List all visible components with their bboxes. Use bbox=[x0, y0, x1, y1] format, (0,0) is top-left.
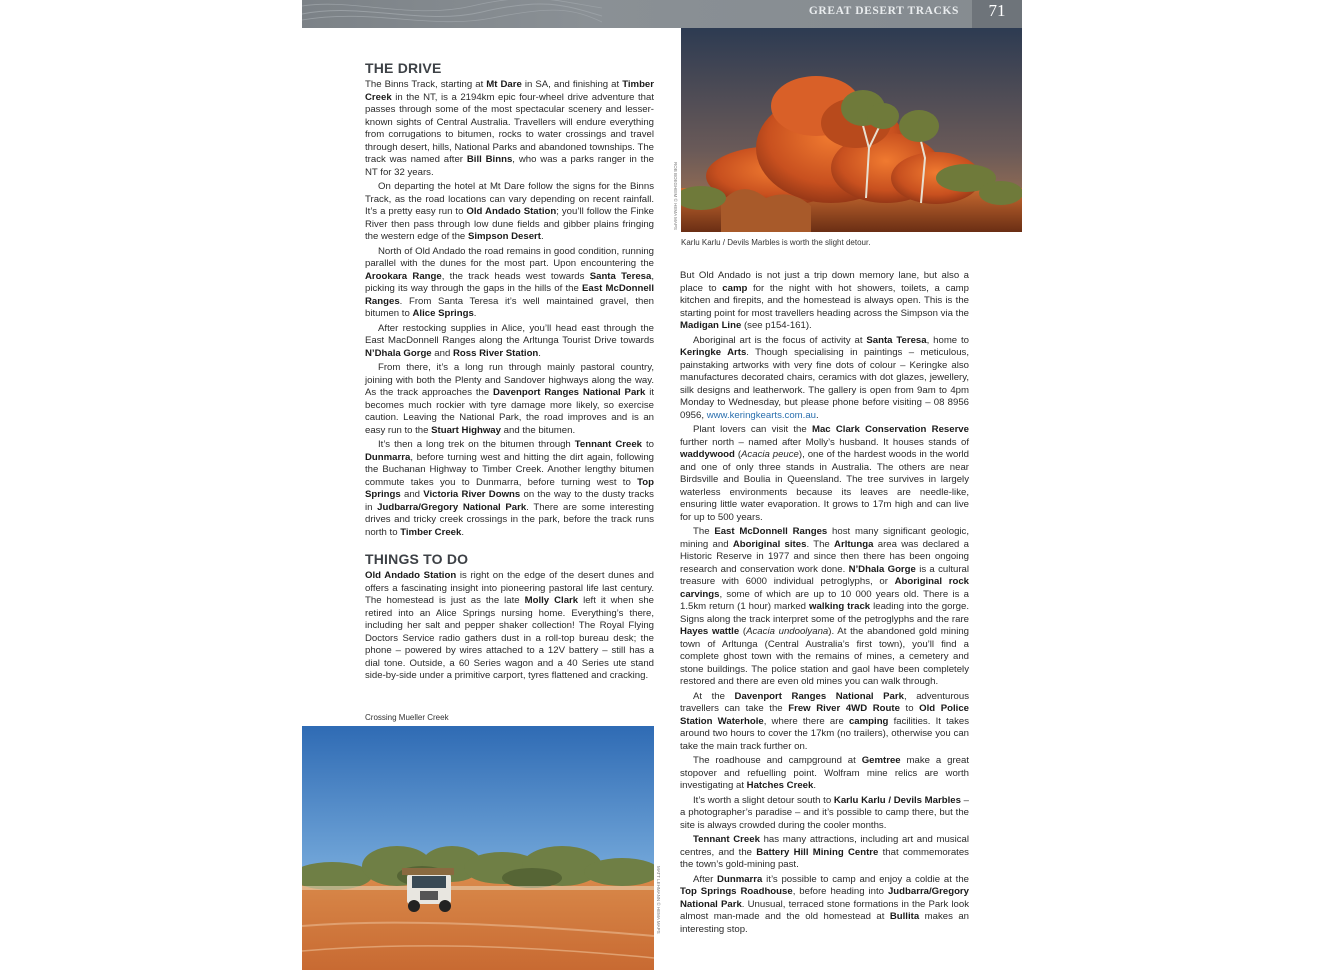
heading-the-drive: THE DRIVE bbox=[365, 60, 442, 76]
drive-paragraph-2: On departing the hotel at Mt Dare follow the signs for the Binns Track, as the road locations can vary depending on recent rainfall. It’s a pretty easy run to Old Andado Station; you’ll follow the Finke River then pass through low dune fields and gibber plains fringing the western edge of the Simpson Desert. bbox=[365, 181, 654, 242]
things-paragraph-1: Old Andado Station is right on the edge of the desert dunes and offers a fascinating insight into pioneering pastoral life last century. The homestead is just as the late Molly Clark left it when she retired into an Alice Springs nursing home. Everything’s there, including her salt and pepper shaker collection! The Royal Flying Doctors Service radio gathers dust in a roll-top bureau desk; the phone – powered by wires attached to a 12V battery – still has a dial tone. Outside, a 60 Series wagon and a 40 Series ute stand side-by-side under a primitive carport, tyres flattened and cracking. bbox=[365, 570, 654, 681]
top-photo-caption: Karlu Karlu / Devils Marbles is worth the slight detour. bbox=[681, 238, 871, 247]
heading-things-to-do: THINGS TO DO bbox=[365, 551, 469, 567]
header-swirl-decoration bbox=[302, 0, 602, 28]
mueller-creek-photo bbox=[302, 726, 654, 970]
drive-paragraph-4: After restocking supplies in Alice, you’ll head east through the East MacDonnell Ranges along the Arltunga Tourist Drive towards N’Dhala Gorge and Ross River Station. bbox=[365, 322, 654, 359]
things-paragraph-9: Tennant Creek has many attractions, including art and musical centres, and the Battery Hill Mining Centre that commemorates the town’s gold-mining past. bbox=[680, 834, 969, 870]
page-number-box bbox=[972, 0, 1022, 28]
things-paragraph-8: It’s worth a slight detour south to Karlu Karlu / Devils Marbles – a photographer’s paradise – and it’s possible to camp there, but the site is always crowded during the cooler months. bbox=[680, 794, 969, 831]
running-head: GREAT DESERT TRACKS bbox=[808, 5, 959, 17]
things-paragraph-10: After Dunmarra it’s possible to camp and enjoy a coldie at the Top Springs Roadhouse, before heading into Judbarra/Gregory National Park. Unusual, terraced stone formations in the Park look almost man-made and the old homestead at Bullita makes an interesting stop. bbox=[680, 873, 969, 935]
drive-paragraph-1: The Binns Track, starting at Mt Dare in SA, and finishing at Timber Creek in the NT, is a 2194km epic four-wheel drive adventure that passes through some of the most spectacular scenery and lesser-known sights of Central Australia. Travellers will endure everything from corrugations to bitumen, rocks to water crossings and travel through desert, hills, National Parks and abandoned townships. The track was named after Bill Binns, who was a parks ranger in the NT for 32 years. bbox=[365, 79, 654, 178]
things-paragraph-2: But Old Andado is not just a trip down memory lane, but also a place to camp for the night with hot showers, toilets, a camp kitchen and firepits, and the homestead is always open. This is the starting point for most travellers heading across the Simpson via the Madigan Line (see p154-161). bbox=[680, 270, 969, 331]
devils-marbles-photo bbox=[681, 28, 1022, 232]
things-paragraph-4: Plant lovers can visit the Mac Clark Conservation Reserve further north – named after Molly’s husband. It houses stands of waddywood (Acacia peuce), one of the hardest woods in the world and one of only three stands in Australia. The others are near Birdsville and Boulia in Queensland. The tree survives in largely waterless environments because its leaves are needle-like, ensuring little water evaporation. It grows to 17m high and can live for up to 500 years. bbox=[680, 424, 969, 523]
left-text-column bbox=[365, 60, 654, 685]
page-number: 71 bbox=[988, 1, 1006, 20]
drive-paragraph-6: It’s then a long trek on the bitumen through Tennant Creek to Dunmarra, before turning west and hitting the dirt again, following the Buchanan Highway to Timber Creek. Another lengthy bitumen commute takes you to Dunmarra, before turning west to Top Springs and Victoria River Downs on the way to the dusty tracks in Judbarra/Gregory National Park. There are some interesting drives and tricky creek crossings in the park, before the track runs north to Timber Creek. bbox=[365, 439, 655, 538]
drive-paragraph-5: From there, it’s a long run through mainly pastoral country, joining with both the Plenty and Sandover highways along the way. As the track approaches the Davenport Ranges National Park it becomes much rockier with tyre damage more likely, so exercise caution. Leaving the National Park, the road improves and is an easy run to the Stuart Highway and the bitumen. bbox=[365, 362, 655, 436]
things-paragraph-5: The East McDonnell Ranges host many significant geologic, mining and Aboriginal sites. The Arltunga area was declared a Historic Reserve in 1977 and since then there has been ongoing research and conservation work done. N’Dhala Gorge is a cultural treasure with 6000 individual petroglyphs, or Aboriginal rock carvings, some of which are up to 10 000 years old. There is a 1.5km return (1 hour) marked walking track leading into the gorge. Signs along the track interpret some of the petroglyphs and the rare Hayes wattle (Acacia undoolyana). At the abandoned gold mining town of Arltunga (Central Australia’s first town), you’ll find a complete ghost town with the remains of mines, a cemetery and stone buildings. The police station and gaol have been completely restored and there are even old mines you can walk through. bbox=[680, 526, 970, 687]
things-paragraph-3: Aboriginal art is the focus of activity at Santa Teresa, home to Keringke Arts. Though specialising in paintings – meticulous, painstaking artworks with very fine dots of colour – Keringke also manufactures decorated chairs, ceramics with dot glazes, jewellery, silk designs and leatherwork. The gallery is open from 9am to 4pm Monday to Wednesday, but please phone before visiting – 08 8956 0956, www.keringkearts.com.au. bbox=[680, 334, 970, 421]
things-paragraph-7: The roadhouse and campground at Gemtree make a great stopover and refuelling point. Wolfram mine relics are worth investigating at Hatches Creek. bbox=[680, 755, 969, 791]
page-header-bar bbox=[302, 0, 1022, 28]
bottom-photo-credit: MATT LEHMANN © HEMA MAPS bbox=[656, 866, 661, 934]
drive-paragraph-3: North of Old Andado the road remains in good condition, running parallel with the dunes for the most part. Upon encountering the Arookara Range, the track heads west towards Santa Teresa, picking its way through the gaps in the hills of the East McDonnell Ranges. From Santa Teresa it’s well maintained gravel, then bitumen to Alice Springs. bbox=[365, 245, 655, 319]
top-photo-credit: ROB BOEGHEIM © HEMA MAPS bbox=[673, 162, 678, 230]
bottom-photo-caption: Crossing Mueller Creek bbox=[365, 713, 449, 722]
things-paragraph-6: At the Davenport Ranges National Park, adventurous travellers can take the Frew River 4WD Route to Old Police Station Waterhole, where there are camping facilities. It takes around two hours to cover the 17km (no trailers), otherwise you can take the main track further on. bbox=[680, 690, 970, 752]
right-text-column bbox=[680, 270, 969, 938]
keringke-arts-link[interactable]: www.keringkearts.com.au bbox=[706, 409, 816, 421]
